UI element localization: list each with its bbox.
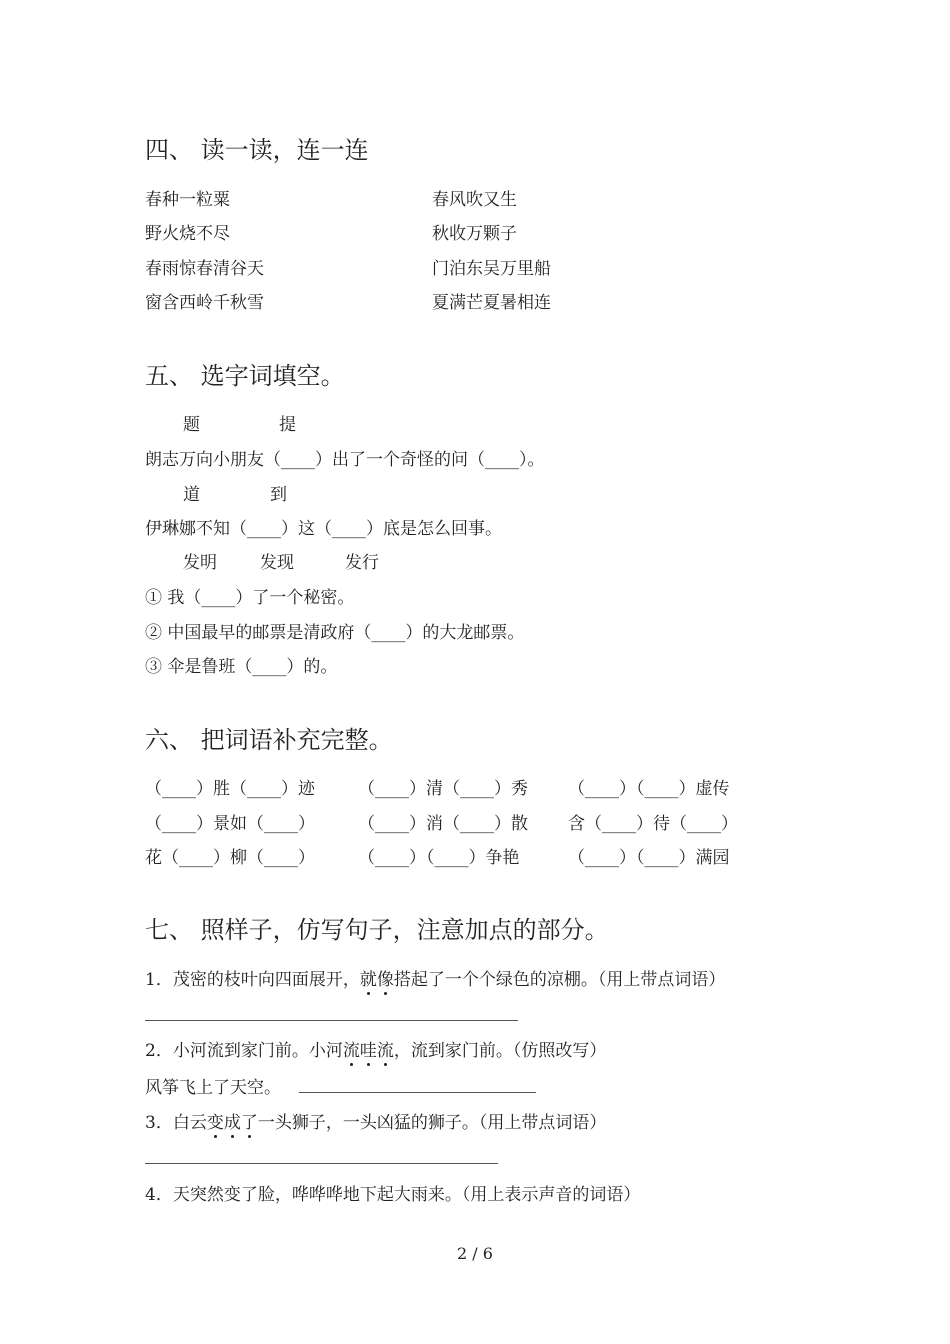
fill-sentence-2: 伊琳娜不知（____）这（____）底是怎么回事。	[145, 519, 502, 539]
match-right-1: 春风吹又生	[432, 190, 517, 210]
option-dao-2: 到	[270, 485, 287, 505]
question-2-prompt: 风筝飞上了天空。	[145, 1078, 281, 1098]
question-1-before: 1．茂密的枝叶向四面展开，	[145, 970, 360, 990]
question-2-before: 2．小河流到家门前。小河	[145, 1041, 343, 1061]
question-3	[145, 1108, 606, 1133]
answer-line-3[interactable]	[145, 1163, 498, 1164]
dotted-char-liu-1: 流	[343, 1036, 360, 1061]
fill-sentence-1: 朗志万向小朋友（____）出了一个奇怪的问（____）。	[145, 450, 545, 470]
answer-line-1[interactable]	[145, 1020, 518, 1021]
match-left-2: 野火烧不尽	[145, 224, 230, 244]
idiom-3-2: （____）（____）争艳	[358, 848, 520, 868]
dotted-char-liu-2: 流	[377, 1036, 394, 1061]
match-left-3: 春雨惊春清谷天	[145, 259, 264, 279]
match-right-4: 夏满芒夏暑相连	[432, 293, 551, 313]
dotted-char-wa: 哇	[360, 1036, 377, 1061]
option-faxing: 发行	[345, 553, 379, 573]
section-7-title: 七、 照样子，仿写句子，注意加点的部分。	[145, 916, 609, 944]
idiom-1-2: （____）清（____）秀	[358, 779, 528, 799]
dotted-char-cheng: 成	[224, 1108, 241, 1133]
section-6-title: 六、 把词语补充完整。	[145, 726, 393, 754]
dotted-char-xiang: 像	[377, 965, 394, 990]
option-dao-1: 道	[183, 485, 200, 505]
fill-sentence-3: ① 我（____）了一个秘密。	[145, 588, 355, 608]
match-right-2: 秋收万颗子	[432, 224, 517, 244]
question-1-after: 搭起了一个个绿色的凉棚。（用上带点词语）	[393, 970, 726, 990]
idiom-3-3: （____）（____）满园	[568, 848, 730, 868]
dotted-char-jiu: 就	[360, 965, 377, 990]
question-3-after: 一头狮子，一头凶猛的狮子。（用上带点词语）	[257, 1113, 607, 1133]
match-left-4: 窗含西岭千秋雪	[145, 293, 264, 313]
match-left-1: 春种一粒粟	[145, 190, 230, 210]
option-faxian: 发现	[260, 553, 294, 573]
idiom-3-1: 花（____）柳（____）	[145, 848, 315, 868]
option-ti-1: 题	[183, 415, 200, 435]
fill-sentence-5: ③ 伞是鲁班（____）的。	[145, 657, 338, 677]
page-number: 2 / 6	[457, 1244, 493, 1263]
question-2	[145, 1036, 606, 1061]
question-4: 4．天突然变了脸，哗哗哗地下起大雨来。（用上表示声音的词语）	[145, 1185, 641, 1205]
fill-sentence-4: ② 中国最早的邮票是清政府（____）的大龙邮票。	[145, 623, 525, 643]
idiom-2-2: （____）消（____）散	[358, 814, 528, 834]
question-3-before: 3．白云	[145, 1113, 207, 1133]
idiom-1-1: （____）胜（____）迹	[145, 779, 315, 799]
dotted-char-le: 了	[241, 1108, 258, 1133]
option-ti-2: 提	[279, 415, 296, 435]
option-faming: 发明	[183, 553, 217, 573]
match-right-3: 门泊东吴万里船	[432, 259, 551, 279]
section-5-title: 五、 选字词填空。	[145, 362, 345, 390]
answer-line-2[interactable]	[299, 1092, 536, 1093]
idiom-2-1: （____）景如（____）	[145, 814, 315, 834]
section-4-title: 四、 读一读，连一连	[145, 136, 369, 164]
idiom-1-3: （____）（____）虚传	[568, 779, 730, 799]
dotted-char-bian: 变	[207, 1108, 224, 1133]
question-1	[145, 965, 725, 990]
question-2-after: ，流到家门前。（仿照改写）	[393, 1041, 607, 1061]
idiom-2-3: 含（____）待（____）	[568, 814, 738, 834]
